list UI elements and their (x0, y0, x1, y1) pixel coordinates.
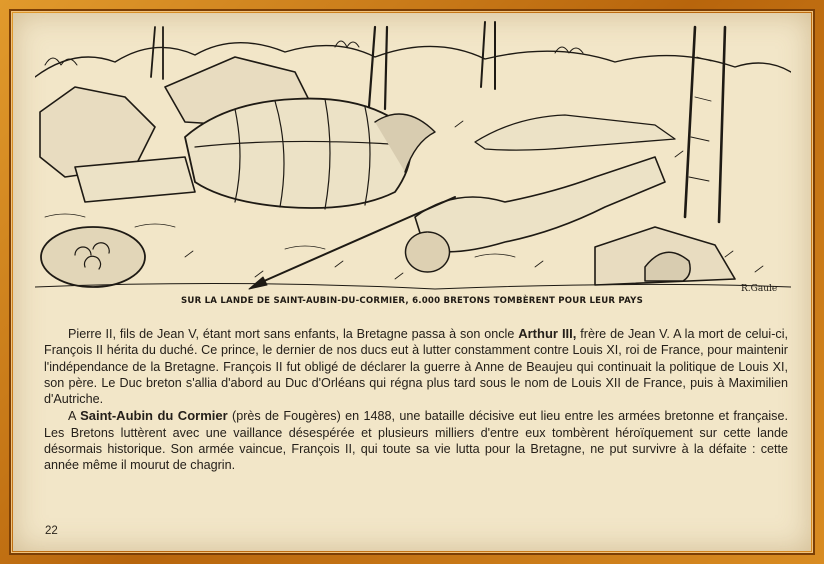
book-page (13, 13, 811, 551)
paragraph-1-bold: Arthur III, (518, 326, 577, 341)
body-text (44, 326, 788, 474)
background-hills (35, 43, 791, 77)
tree-trunk-1 (369, 27, 387, 109)
page-number: 22 (45, 525, 58, 537)
tree-trunk-4 (151, 27, 163, 79)
tree-trunk-2 (481, 22, 495, 89)
round-shield (41, 227, 145, 287)
distant-soldier (475, 115, 675, 150)
paragraph-1 (44, 326, 788, 407)
lance-tip (249, 277, 267, 289)
fallen-knight-armor (185, 99, 411, 208)
paragraph-2-text-b: (près de Fougères) en 1488, une bataille décisive eut lieu entre les armées bretonne et française. Les Bretons luttèrent avec une vaillance désespérée et plusieurs milliers d'entre eux tombèrent héroïquement sur cette lande désormais historique. Son armée vaincue, François II, qui toute sa vie lutta pour la Bretagne, ne put survivre à la défaite : cette année même il mourut de chagrin. (44, 409, 788, 473)
background-bushes (45, 41, 583, 65)
paragraph-1-text-b: frère de Jean V. A la mort de celui-ci, François II hérita du duché. Ce prince, le dernier de nos ducs eut à lutter constamment contre Louis XI, roi de France, pour maintenir l'indépendance de la Bretagne. François II fut obligé de déclarer la guerre à Anne de Beaujeu qui continuait la politique de Louis XI, son père. Le Duc breton s'allia d'abord au Duc d'Orléans qui régna plus tard sous le nom de Louis XII de France, puis à Maximilien d'Autriche. (44, 327, 789, 407)
soldier-head (405, 232, 449, 272)
battlefield-illustration (35, 17, 791, 295)
paragraph-2 (44, 408, 788, 473)
tree-trunk-3 (685, 27, 725, 222)
paragraph-2-bold: Saint-Aubin du Cormier (80, 408, 228, 424)
illustration-ground-line (35, 283, 791, 289)
paragraph-1-text-a: Pierre II, fils de Jean V, étant mort sans enfants, la Bretagne passa à son oncle (68, 327, 519, 341)
paragraph-2-text-a: A (68, 409, 81, 424)
illustration-caption: SUR LA LANDE DE SAINT-AUBIN-DU-CORMIER, 6.000 BRETONS TOMBÈRENT POUR LEUR PAYS (181, 296, 643, 306)
artist-signature: R.Gaule (741, 284, 778, 294)
